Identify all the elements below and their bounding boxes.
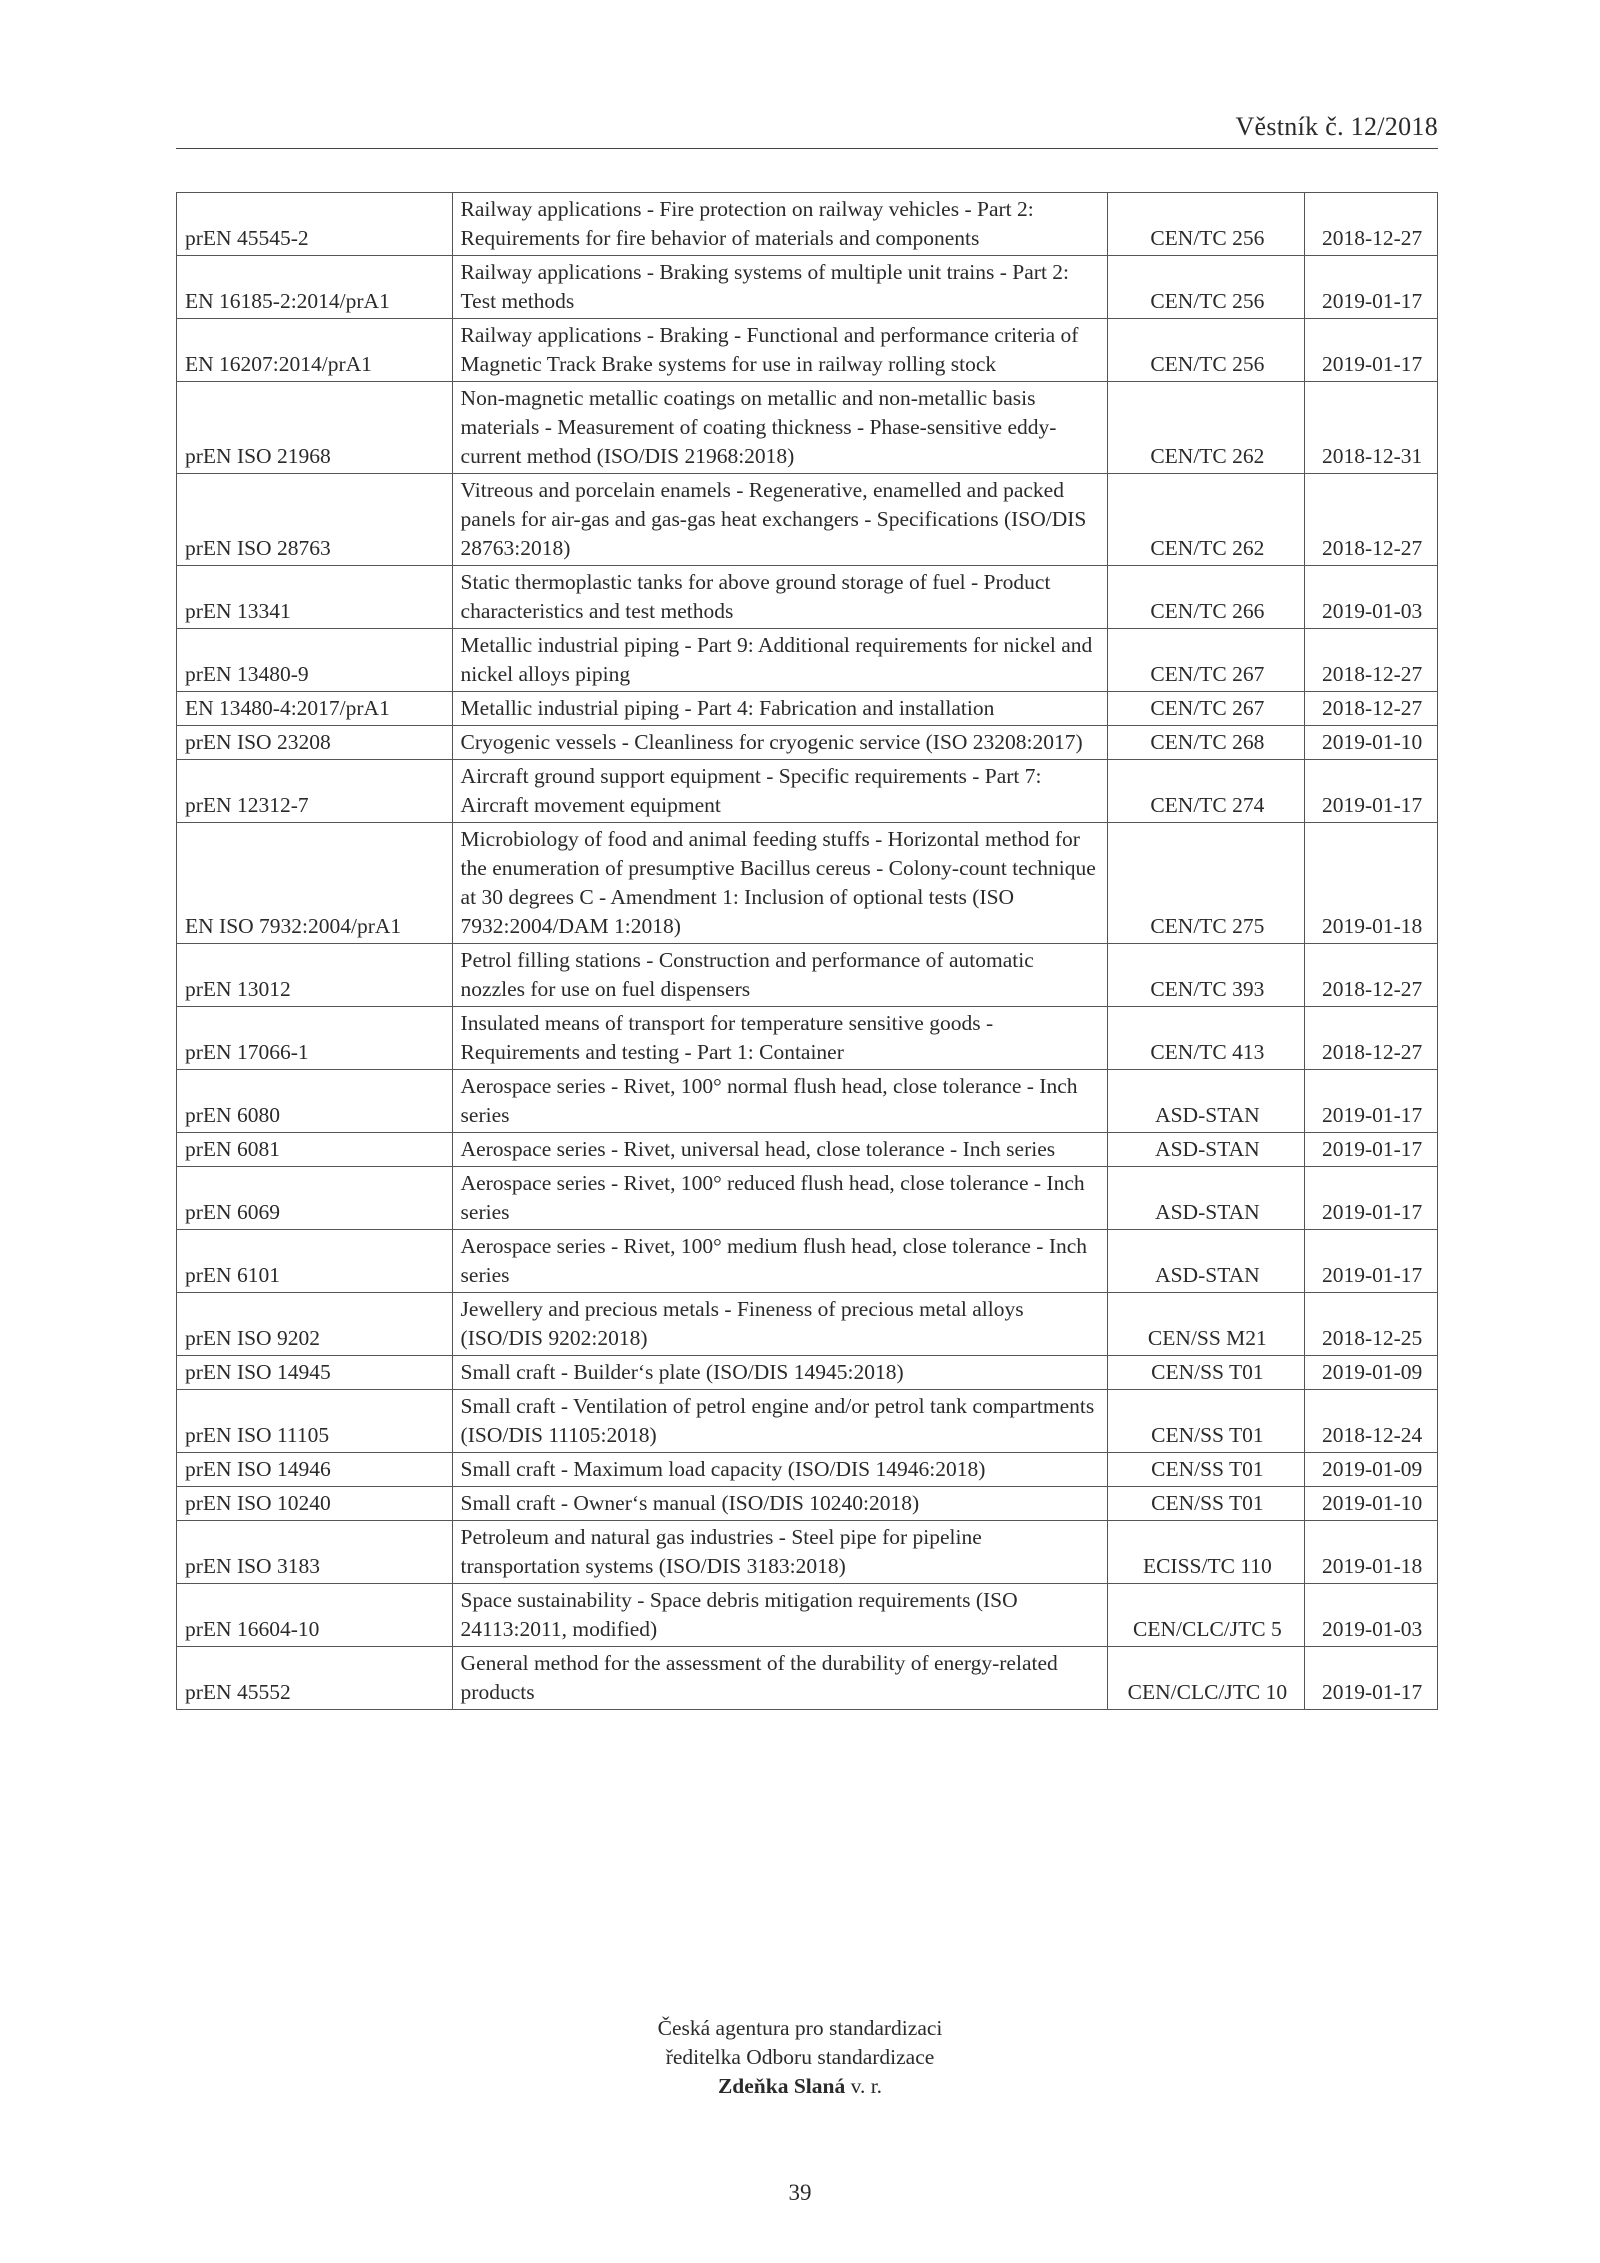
- standard-title: Aerospace series - Rivet, 100° normal flush head, close tolerance - Inch series: [452, 1070, 1108, 1133]
- table-row: [177, 1356, 1438, 1390]
- technical-committee: CEN/SS T01: [1108, 1487, 1305, 1521]
- comment-deadline: 2019-01-17: [1305, 1167, 1438, 1230]
- technical-committee: ECISS/TC 110: [1108, 1521, 1305, 1584]
- table-row: [177, 1167, 1438, 1230]
- technical-committee: CEN/TC 262: [1108, 474, 1305, 566]
- standard-code: prEN 17066-1: [177, 1007, 453, 1070]
- standard-code: EN 16185-2:2014/prA1: [177, 256, 453, 319]
- technical-committee: CEN/TC 267: [1108, 629, 1305, 692]
- standard-code: prEN 45552: [177, 1647, 453, 1710]
- comment-deadline: 2019-01-17: [1305, 760, 1438, 823]
- table-row: [177, 1521, 1438, 1584]
- standard-title: Aerospace series - Rivet, 100° medium flush head, close tolerance - Inch series: [452, 1230, 1108, 1293]
- standard-title: Railway applications - Braking - Functional and performance criteria of Magnetic Track Brake systems for use in railway rolling stock: [452, 319, 1108, 382]
- standard-code: prEN 16604-10: [177, 1584, 453, 1647]
- technical-committee: ASD-STAN: [1108, 1230, 1305, 1293]
- page-header: [176, 104, 1438, 149]
- table-row: [177, 760, 1438, 823]
- comment-deadline: 2019-01-17: [1305, 319, 1438, 382]
- standard-title: Petroleum and natural gas industries - Steel pipe for pipeline transportation systems (ISO/DIS 3183:2018): [452, 1521, 1108, 1584]
- standard-code: prEN 45545-2: [177, 193, 453, 256]
- table-row: [177, 823, 1438, 944]
- table-row: [177, 1647, 1438, 1710]
- standard-title: Aircraft ground support equipment - Specific requirements - Part 7: Aircraft movement equipment: [452, 760, 1108, 823]
- standard-code: prEN 6101: [177, 1230, 453, 1293]
- technical-committee: CEN/TC 267: [1108, 692, 1305, 726]
- standard-title: Vitreous and porcelain enamels - Regenerative, enamelled and packed panels for air-gas and gas-gas heat exchangers - Specifications (ISO/DIS 28763:2018): [452, 474, 1108, 566]
- comment-deadline: 2019-01-09: [1305, 1356, 1438, 1390]
- table-row: [177, 1390, 1438, 1453]
- table-row: [177, 256, 1438, 319]
- standard-title: Aerospace series - Rivet, universal head, close tolerance - Inch series: [452, 1133, 1108, 1167]
- standard-title: Small craft - Owner‘s manual (ISO/DIS 10240:2018): [452, 1487, 1108, 1521]
- technical-committee: ASD-STAN: [1108, 1133, 1305, 1167]
- comment-deadline: 2019-01-17: [1305, 1070, 1438, 1133]
- comment-deadline: 2018-12-27: [1305, 692, 1438, 726]
- comment-deadline: 2018-12-24: [1305, 1390, 1438, 1453]
- technical-committee: CEN/CLC/JTC 10: [1108, 1647, 1305, 1710]
- standard-code: EN 13480-4:2017/prA1: [177, 692, 453, 726]
- technical-committee: CEN/SS M21: [1108, 1293, 1305, 1356]
- standard-code: prEN ISO 3183: [177, 1521, 453, 1584]
- standard-code: prEN 6069: [177, 1167, 453, 1230]
- standard-code: prEN ISO 23208: [177, 726, 453, 760]
- signatory: [0, 2072, 1600, 2101]
- page-number: 39: [788, 2180, 812, 2205]
- comment-deadline: 2019-01-09: [1305, 1453, 1438, 1487]
- standard-code: EN 16207:2014/prA1: [177, 319, 453, 382]
- comment-deadline: 2018-12-31: [1305, 382, 1438, 474]
- comment-deadline: 2019-01-18: [1305, 1521, 1438, 1584]
- comment-deadline: 2019-01-03: [1305, 566, 1438, 629]
- standard-code: prEN 6081: [177, 1133, 453, 1167]
- standard-title: Jewellery and precious metals - Fineness of precious metal alloys (ISO/DIS 9202:2018): [452, 1293, 1108, 1356]
- technical-committee: CEN/SS T01: [1108, 1390, 1305, 1453]
- table-row: [177, 193, 1438, 256]
- standard-code: prEN ISO 11105: [177, 1390, 453, 1453]
- comment-deadline: 2019-01-10: [1305, 1487, 1438, 1521]
- technical-committee: CEN/TC 274: [1108, 760, 1305, 823]
- comment-deadline: 2019-01-17: [1305, 1133, 1438, 1167]
- standard-code: prEN 13480-9: [177, 629, 453, 692]
- standard-code: prEN ISO 9202: [177, 1293, 453, 1356]
- comment-deadline: 2018-12-27: [1305, 629, 1438, 692]
- technical-committee: CEN/TC 268: [1108, 726, 1305, 760]
- technical-committee: CEN/TC 393: [1108, 944, 1305, 1007]
- technical-committee: ASD-STAN: [1108, 1167, 1305, 1230]
- comment-deadline: 2018-12-27: [1305, 1007, 1438, 1070]
- publication-title: Věstník č. 12/2018: [1235, 112, 1438, 141]
- standard-title: Non-magnetic metallic coatings on metallic and non-metallic basis materials - Measurement of coating thickness - Phase-sensitive eddy-current method (ISO/DIS 21968:2018): [452, 382, 1108, 474]
- standard-title: Static thermoplastic tanks for above ground storage of fuel - Product characteristics and test methods: [452, 566, 1108, 629]
- standard-title: Petrol filling stations - Construction and performance of automatic nozzles for use on fuel dispensers: [452, 944, 1108, 1007]
- standard-title: Aerospace series - Rivet, 100° reduced flush head, close tolerance - Inch series: [452, 1167, 1108, 1230]
- standard-code: prEN 6080: [177, 1070, 453, 1133]
- comment-deadline: 2019-01-18: [1305, 823, 1438, 944]
- standard-code: prEN 13012: [177, 944, 453, 1007]
- technical-committee: CEN/TC 413: [1108, 1007, 1305, 1070]
- standard-title: Metallic industrial piping - Part 4: Fabrication and installation: [452, 692, 1108, 726]
- standard-title: Space sustainability - Space debris mitigation requirements (ISO 24113:2011, modified): [452, 1584, 1108, 1647]
- table-row: [177, 1133, 1438, 1167]
- comment-deadline: 2019-01-10: [1305, 726, 1438, 760]
- standard-title: Cryogenic vessels - Cleanliness for cryogenic service (ISO 23208:2017): [452, 726, 1108, 760]
- standard-code: EN ISO 7932:2004/prA1: [177, 823, 453, 944]
- standard-code: prEN ISO 28763: [177, 474, 453, 566]
- agency-name: Česká agentura pro standardizaci: [657, 2016, 943, 2040]
- table-row: [177, 474, 1438, 566]
- table-row: [177, 1070, 1438, 1133]
- standard-code: prEN ISO 14945: [177, 1356, 453, 1390]
- table-row: [177, 1007, 1438, 1070]
- technical-committee: CEN/TC 256: [1108, 319, 1305, 382]
- comment-deadline: 2019-01-17: [1305, 1230, 1438, 1293]
- table-row: [177, 726, 1438, 760]
- standard-title: Railway applications - Fire protection on railway vehicles - Part 2: Requirements for fire behavior of materials and components: [452, 193, 1108, 256]
- standard-title: Railway applications - Braking systems of multiple unit trains - Part 2: Test methods: [452, 256, 1108, 319]
- comment-deadline: 2018-12-27: [1305, 944, 1438, 1007]
- standard-title: Insulated means of transport for temperature sensitive goods - Requirements and testing - Part 1: Container: [452, 1007, 1108, 1070]
- technical-committee: CEN/TC 266: [1108, 566, 1305, 629]
- standards-table-body: [177, 193, 1438, 1710]
- technical-committee: CEN/SS T01: [1108, 1356, 1305, 1390]
- comment-deadline: 2019-01-17: [1305, 256, 1438, 319]
- standard-code: prEN ISO 21968: [177, 382, 453, 474]
- standard-title: Microbiology of food and animal feeding stuffs - Horizontal method for the enumeration of presumptive Bacillus cereus - Colony-count technique at 30 degrees C - Amendment 1: Inclusion of optional tests (ISO 7932:2004/DAM 1:2018): [452, 823, 1108, 944]
- comment-deadline: 2018-12-25: [1305, 1293, 1438, 1356]
- standards-table: [176, 192, 1438, 1710]
- standard-code: prEN ISO 14946: [177, 1453, 453, 1487]
- standard-title: Small craft - Builder‘s plate (ISO/DIS 14945:2018): [452, 1356, 1108, 1390]
- technical-committee: CEN/TC 256: [1108, 193, 1305, 256]
- standard-code: prEN ISO 10240: [177, 1487, 453, 1521]
- table-row: [177, 1453, 1438, 1487]
- signature-block: [0, 2014, 1600, 2101]
- standard-title: Small craft - Ventilation of petrol engine and/or petrol tank compartments (ISO/DIS 11105:2018): [452, 1390, 1108, 1453]
- standard-title: General method for the assessment of the durability of energy-related products: [452, 1647, 1108, 1710]
- technical-committee: ASD-STAN: [1108, 1070, 1305, 1133]
- technical-committee: CEN/TC 256: [1108, 256, 1305, 319]
- comment-deadline: 2019-01-03: [1305, 1584, 1438, 1647]
- technical-committee: CEN/TC 275: [1108, 823, 1305, 944]
- standard-code: prEN 12312-7: [177, 760, 453, 823]
- signatory-role: ředitelka Odboru standardizace: [665, 2045, 935, 2069]
- standard-code: prEN 13341: [177, 566, 453, 629]
- table-row: [177, 629, 1438, 692]
- table-row: [177, 1584, 1438, 1647]
- technical-committee: CEN/CLC/JTC 5: [1108, 1584, 1305, 1647]
- comment-deadline: 2019-01-17: [1305, 1647, 1438, 1710]
- standard-title: Metallic industrial piping - Part 9: Additional requirements for nickel and nickel alloys piping: [452, 629, 1108, 692]
- technical-committee: CEN/SS T01: [1108, 1453, 1305, 1487]
- comment-deadline: 2018-12-27: [1305, 193, 1438, 256]
- table-row: [177, 1293, 1438, 1356]
- table-row: [177, 566, 1438, 629]
- table-row: [177, 1230, 1438, 1293]
- technical-committee: CEN/TC 262: [1108, 382, 1305, 474]
- table-row: [177, 382, 1438, 474]
- comment-deadline: 2018-12-27: [1305, 474, 1438, 566]
- table-row: [177, 944, 1438, 1007]
- signatory-name: Zdeňka Slaná: [717, 2074, 846, 2098]
- standard-title: Small craft - Maximum load capacity (ISO/DIS 14946:2018): [452, 1453, 1108, 1487]
- table-row: [177, 319, 1438, 382]
- table-row: [177, 1487, 1438, 1521]
- table-row: [177, 692, 1438, 726]
- signatory-suffix: v. r.: [845, 2074, 883, 2098]
